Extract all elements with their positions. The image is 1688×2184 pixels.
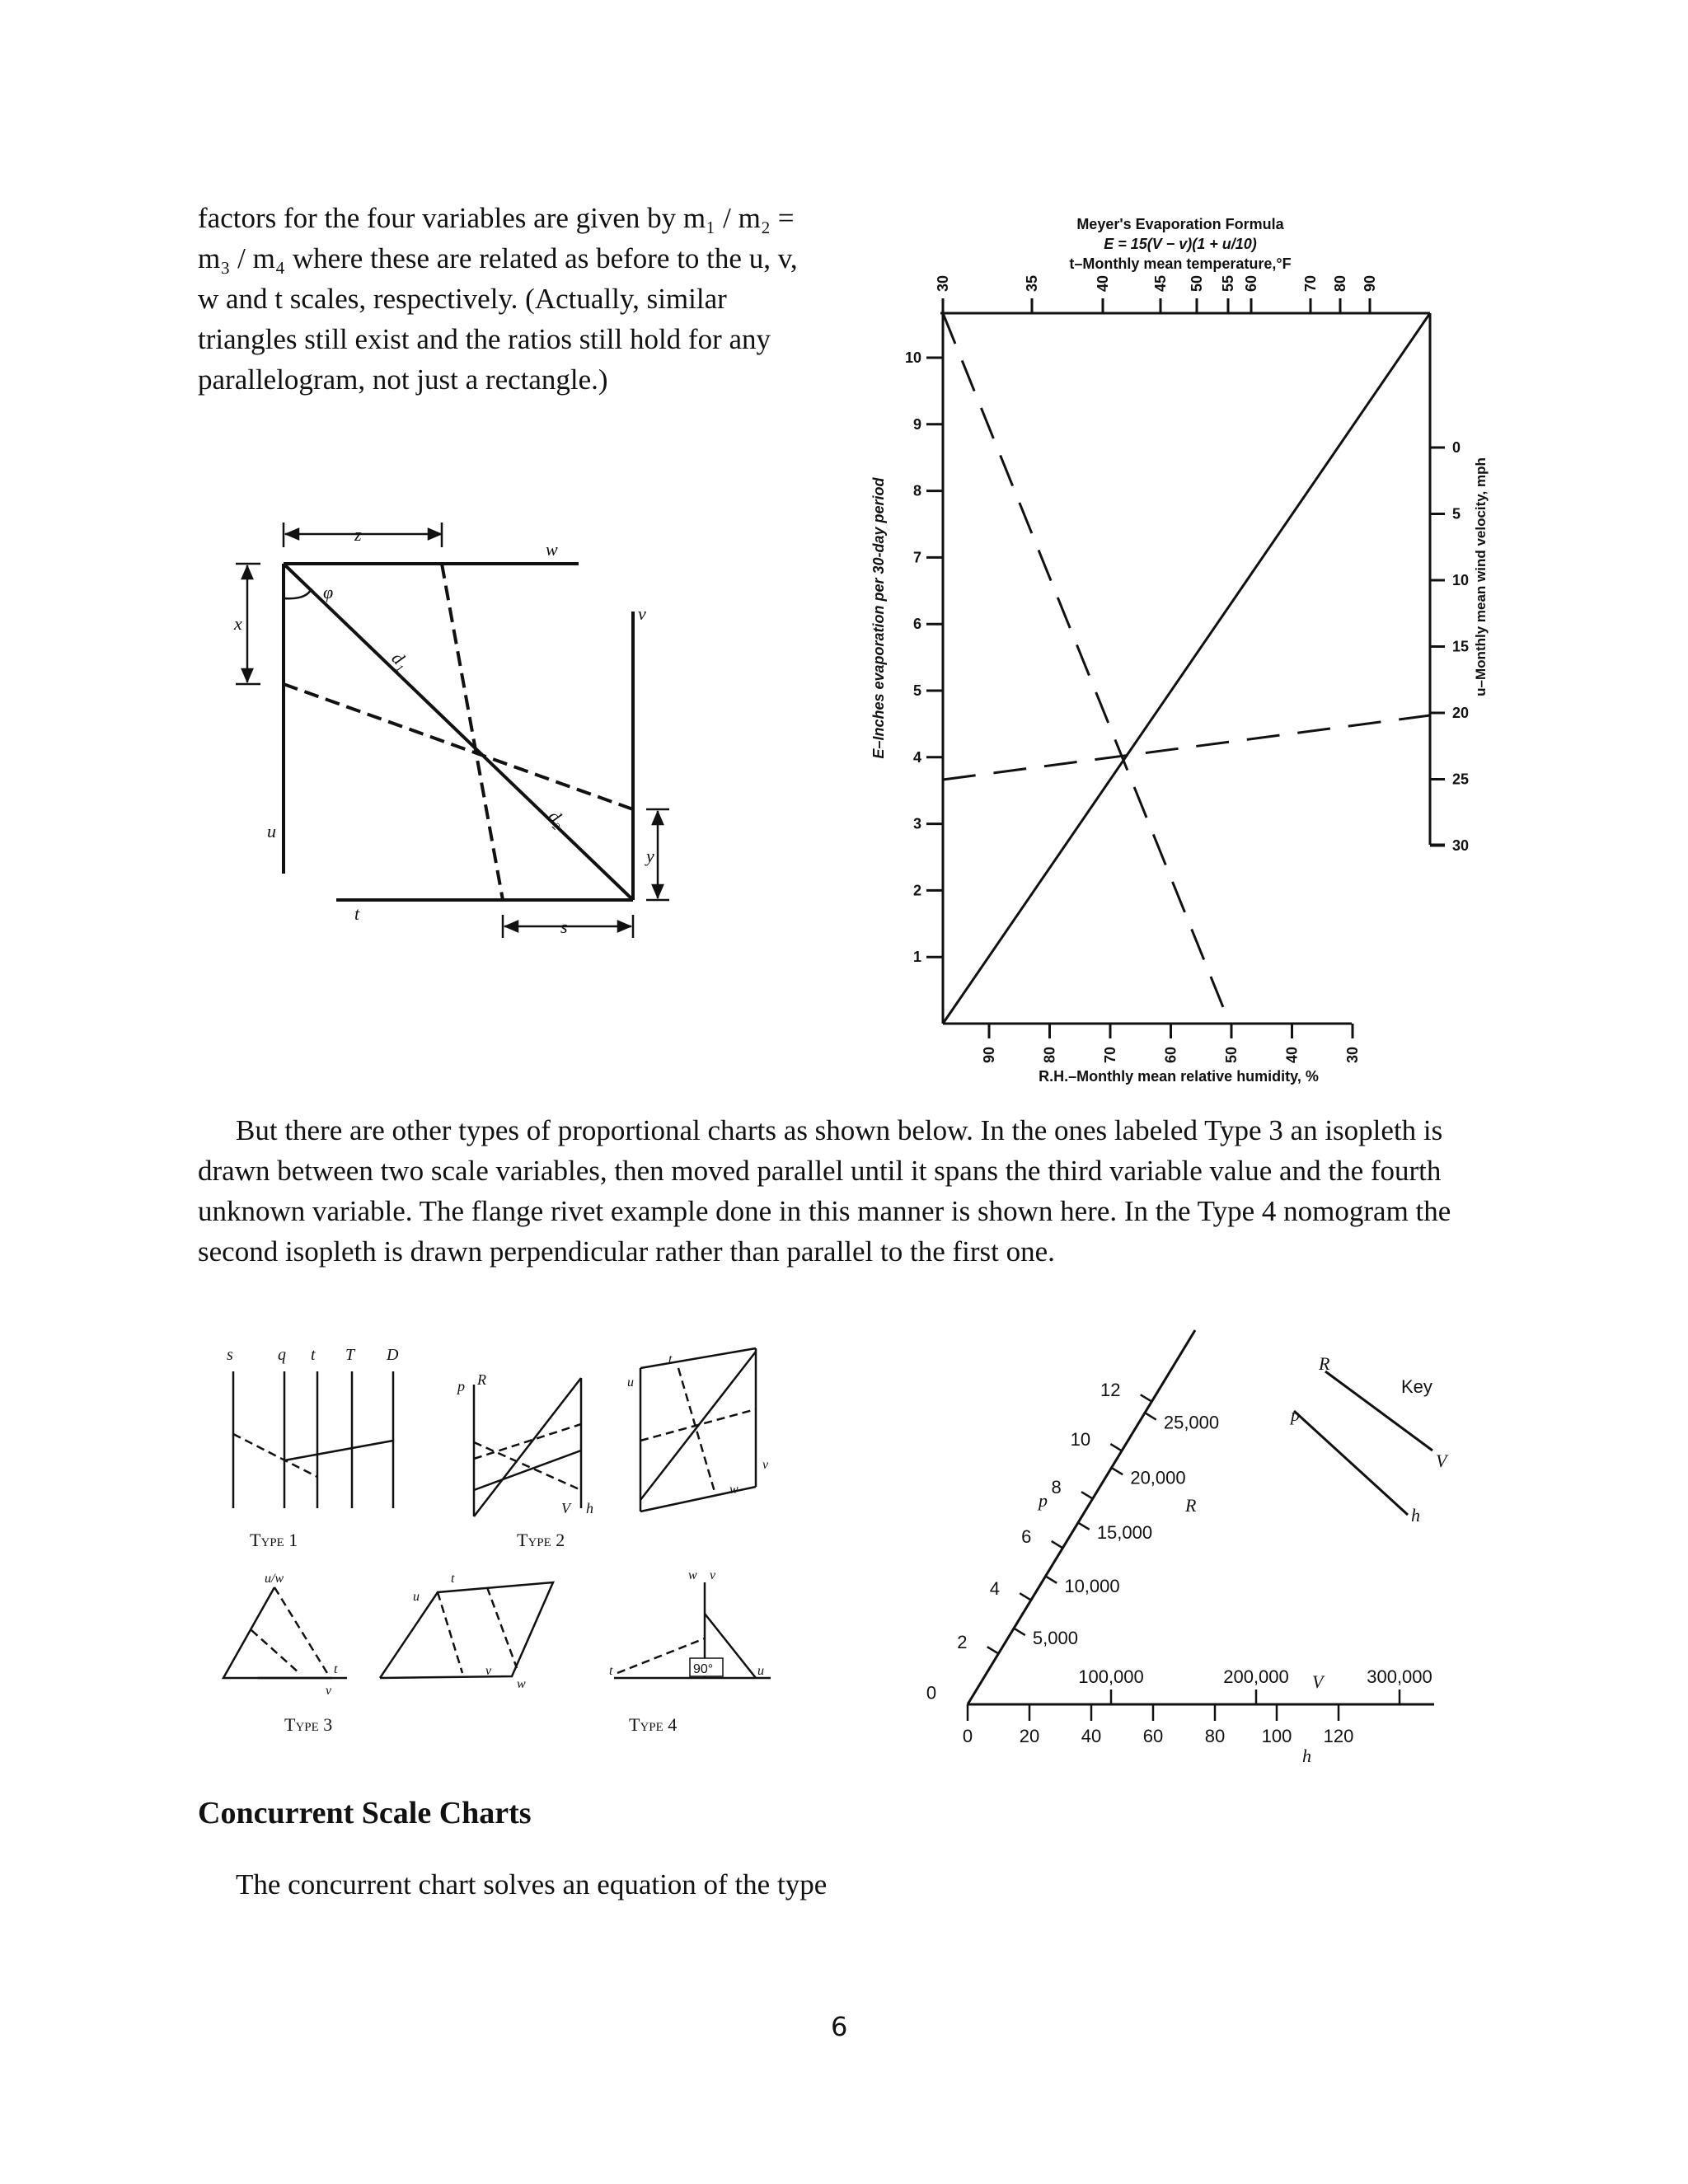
- label-t: t: [354, 903, 360, 924]
- svg-text:t: t: [668, 1352, 673, 1366]
- t-tick-label: 45: [1152, 274, 1169, 292]
- rh-tick-label: 50: [1223, 1046, 1240, 1063]
- types-paragraph: But there are other types of proportional charts as shown below. In the ones labeled Type 3 an isopleth is drawn between two scale variables, then moved parallel until it spans the third variable value and the fourth unknown variable. The flange rivet example done in this manner is shown here. In the Type 4 nomogram the second isopleth is drawn perpendicular rather than parallel to the first one.: [198, 1114, 1451, 1268]
- e-tick-label: 6: [912, 616, 921, 633]
- t-tick-label: 70: [1302, 274, 1319, 292]
- t-tick-label: 30: [935, 274, 951, 292]
- type1-label: Type 1: [250, 1530, 298, 1550]
- label-w: w: [546, 539, 558, 560]
- key-h: h: [1411, 1505, 1420, 1526]
- svg-text:w: w: [517, 1677, 526, 1691]
- label-d1: d₁: [387, 647, 414, 673]
- label-d2: d₂: [544, 805, 570, 832]
- r-tick: [1078, 1523, 1090, 1530]
- t-tick-label: 55: [1220, 274, 1236, 292]
- type1-var-q: q: [278, 1346, 286, 1364]
- type1-var-D: D: [387, 1346, 399, 1364]
- p-tick-label: 4: [989, 1577, 1000, 1599]
- p-tick-label: 0: [926, 1682, 937, 1704]
- r-tick: [1112, 1468, 1123, 1474]
- label-phi: φ: [323, 582, 334, 602]
- svg-text:u/w: u/w: [265, 1572, 284, 1586]
- rh-tick-label: 90: [981, 1046, 997, 1063]
- u-tick-label: 5: [1452, 505, 1461, 523]
- e-tick-label: 5: [912, 682, 921, 699]
- proportional-chart-types-figure: [210, 1335, 804, 1747]
- p-tick: [1020, 1593, 1031, 1600]
- u-tick-label: 10: [1452, 572, 1470, 588]
- r-tick-label: 10,000: [1064, 1575, 1120, 1596]
- r-tick-label: 20,000: [1130, 1467, 1186, 1488]
- h-tick-label: 120: [1323, 1726, 1354, 1746]
- label-R: R: [1185, 1495, 1197, 1516]
- svg-text:w: w: [688, 1568, 697, 1582]
- u-tick-label: 0: [1452, 439, 1461, 456]
- svg-text:u: u: [757, 1664, 764, 1678]
- svg-text:u: u: [413, 1590, 420, 1604]
- page-number: 6: [831, 2011, 848, 2042]
- type1-var-t: t: [311, 1346, 316, 1364]
- type3-label: Type 3: [284, 1714, 333, 1735]
- r-tick-label: 25,000: [1163, 1412, 1220, 1433]
- e-axis-label: E–Inches evaporation per 30-day period: [870, 477, 887, 759]
- e-tick-label: 4: [912, 748, 921, 766]
- r-tick: [1145, 1413, 1156, 1419]
- key-V: V: [1436, 1451, 1447, 1471]
- label-p: p: [1039, 1490, 1048, 1511]
- svg-text:v: v: [710, 1568, 716, 1582]
- svg-text:t: t: [334, 1662, 338, 1676]
- e-tick-label: 7: [912, 549, 921, 566]
- h-tick-label: 80: [1204, 1726, 1226, 1746]
- svg-text:v: v: [326, 1684, 332, 1698]
- p-tick: [987, 1647, 999, 1653]
- meyer-title: Meyer's Evaporation Formula: [1076, 216, 1284, 232]
- type1-var-s: s: [227, 1346, 233, 1364]
- label-s: s: [560, 916, 568, 937]
- v-tick-label: 200,000: [1223, 1666, 1289, 1687]
- u-tick-label: 15: [1452, 638, 1470, 655]
- svg-text:v: v: [762, 1458, 769, 1472]
- svg-text:v: v: [485, 1664, 492, 1678]
- type2-label: Type 2: [517, 1530, 565, 1550]
- t-tick-label: 90: [1362, 274, 1378, 292]
- svg-text:t: t: [451, 1572, 455, 1586]
- concurrent-paragraph: The concurrent chart solves an equation of the type: [236, 1868, 828, 1900]
- e-tick-label: 1: [912, 949, 921, 966]
- angle-label: 90°: [693, 1662, 714, 1676]
- u-tick-label: 30: [1452, 837, 1470, 854]
- p-tick-label: 12: [1100, 1380, 1121, 1401]
- t-tick-label: 60: [1243, 274, 1259, 292]
- t-tick-label: 35: [1024, 274, 1040, 292]
- e-tick-label: 9: [912, 415, 921, 433]
- label-v: v: [638, 603, 646, 624]
- svg-text:u: u: [627, 1376, 634, 1390]
- type1-var-T: T: [345, 1346, 355, 1364]
- t-tick-label: 80: [1332, 274, 1348, 292]
- h-tick-label: 100: [1261, 1726, 1292, 1746]
- svg-text:h: h: [586, 1500, 593, 1516]
- rh-tick-label: 40: [1283, 1046, 1301, 1063]
- v-tick-label: 300,000: [1367, 1666, 1432, 1687]
- e-tick-label: 10: [904, 349, 921, 366]
- p-tick: [1081, 1492, 1093, 1498]
- p-tick: [1052, 1541, 1063, 1548]
- u-tick-label: 20: [1452, 705, 1470, 721]
- e-tick-label: 2: [912, 882, 921, 899]
- e-tick-label: 3: [912, 815, 921, 832]
- proportional-geometry-figure: [231, 519, 692, 948]
- u-tick-label: 25: [1452, 771, 1470, 788]
- r-tick-label: 15,000: [1096, 1521, 1153, 1543]
- svg-text:p: p: [457, 1378, 465, 1394]
- h-tick-label: 0: [962, 1726, 973, 1746]
- e-tick-label: 8: [912, 482, 921, 499]
- meyer-evaporation-chart: [841, 190, 1533, 1096]
- svg-text:V: V: [561, 1500, 570, 1516]
- svg-text:t: t: [609, 1664, 613, 1678]
- u-axis-label: u–Monthly mean wind velocity, mph: [1473, 457, 1489, 696]
- p-tick-label: 2: [957, 1631, 968, 1652]
- r-tick: [1014, 1629, 1025, 1635]
- meyer-formula: E = 15(V − v)(1 + u/10): [1104, 236, 1257, 252]
- p-tick: [1110, 1444, 1122, 1451]
- label-x: x: [234, 613, 242, 634]
- p-tick-label: 10: [1070, 1428, 1091, 1450]
- h-tick-label: 20: [1019, 1726, 1040, 1746]
- intro-paragraph: factors for the four variables are given by m₁ / m₂ = m₃ / m₄ where these are related as before to the u, v, w and t scales, respectively. (Actually, similar triangles still exist and the ratios still hold for any parallelogram, not just a rectangle.): [198, 202, 798, 396]
- rh-tick-label: 30: [1344, 1046, 1361, 1063]
- svg-text:R: R: [477, 1371, 486, 1388]
- h-tick-label: 40: [1081, 1726, 1102, 1746]
- t-tick-label: 40: [1095, 274, 1111, 292]
- rh-axis-label: R.H.–Monthly mean relative humidity, %: [1039, 1068, 1319, 1085]
- v-tick-label: 100,000: [1078, 1666, 1144, 1687]
- key-p: p: [1291, 1404, 1300, 1425]
- h-tick-label: 60: [1142, 1726, 1164, 1746]
- rh-tick-label: 70: [1102, 1046, 1118, 1063]
- label-V: V: [1312, 1671, 1324, 1692]
- r-tick: [1046, 1576, 1057, 1582]
- rh-tick-label: 60: [1162, 1046, 1179, 1063]
- label-h: h: [1302, 1746, 1311, 1766]
- key-label: Key: [1401, 1376, 1432, 1397]
- label-u: u: [267, 821, 276, 841]
- r-tick-label: 5,000: [1032, 1628, 1078, 1649]
- p-tick-label: 6: [1021, 1526, 1032, 1547]
- section-heading: Concurrent Scale Charts: [198, 1796, 532, 1830]
- t-tick-label: 50: [1189, 274, 1205, 292]
- t-axis-label: t–Monthly mean temperature,°F: [1069, 255, 1292, 272]
- p-tick-label: 8: [1051, 1476, 1062, 1497]
- label-z: z: [354, 524, 362, 545]
- key-R: R: [1319, 1353, 1330, 1374]
- label-y: y: [646, 846, 654, 866]
- flange-rivet-chart: [923, 1327, 1517, 1766]
- p-tick: [1141, 1394, 1152, 1401]
- type4-label: Type 4: [629, 1714, 678, 1735]
- svg-text:w: w: [729, 1483, 738, 1497]
- rh-tick-label: 80: [1041, 1046, 1058, 1063]
